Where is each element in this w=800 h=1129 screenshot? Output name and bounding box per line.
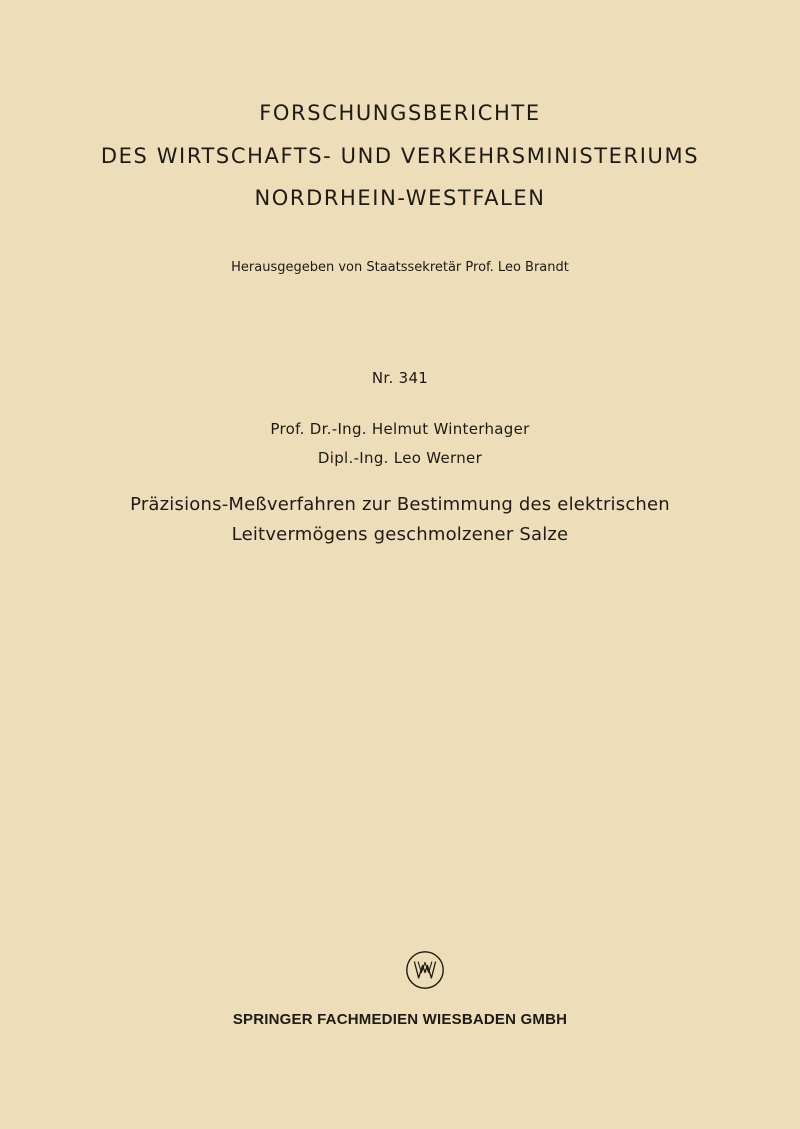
author-2: Dipl.-Ing. Leo Werner — [317, 449, 483, 467]
book-title-line-1: Präzisions-Meßverfahren zur Bestimmung des elektrischen — [130, 494, 670, 515]
author-1: Prof. Dr.-Ing. Helmut Winterhager — [270, 420, 530, 438]
book-title-line-2: Leitvermögens geschmolzener Salze — [231, 524, 569, 545]
series-title-line-2: DES WIRTSCHAFTS- UND VERKEHRSMINISTERIUMS — [100, 144, 700, 168]
series-editor: Herausgegeben von Staatssekretär Prof. Leo Brandt — [231, 260, 569, 275]
issue-number: Nr. 341 — [371, 369, 429, 387]
series-title-line-1: FORSCHUNGSBERICHTE — [259, 101, 541, 125]
springer-vw-logo-icon — [405, 950, 445, 990]
publisher-name: SPRINGER FACHMEDIEN WIESBADEN GMBH — [232, 1011, 568, 1028]
series-title-line-3: NORDRHEIN-WESTFALEN — [254, 186, 546, 210]
